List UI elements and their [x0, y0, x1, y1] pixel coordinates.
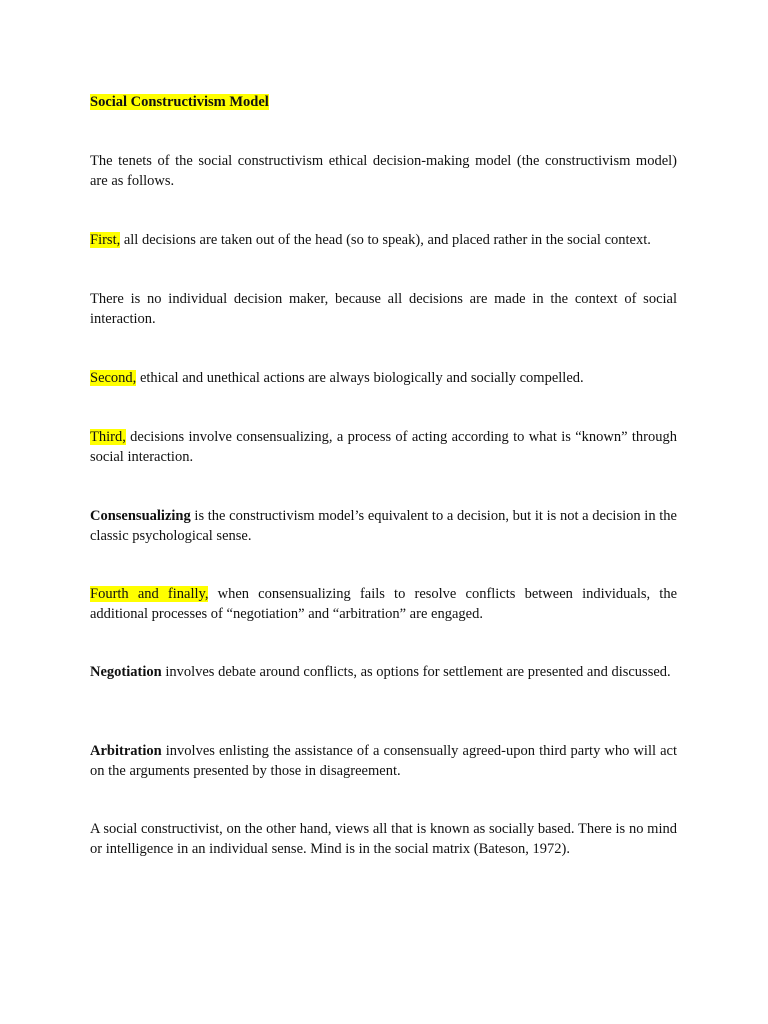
- third-text: decisions involve consensualizing, a process of acting according to what is “known” through social interaction.: [90, 429, 677, 465]
- arbitration-term: Arbitration: [90, 743, 162, 759]
- closing-paragraph: A social constructivist, on the other hand, views all that is known as socially based. There is no mind or intelligence in an individual sense. Mind is in the social matrix (Bateson, 1972).: [90, 821, 677, 857]
- intro-paragraph: The tenets of the social constructivism ethical decision-making model (the constructivism model) are as follows.: [90, 153, 677, 189]
- consensualizing-paragraph: [90, 507, 677, 546]
- consensualizing-term: Consensualizing: [90, 508, 191, 524]
- first-text: all decisions are taken out of the head (so to speak), and placed rather in the social context.: [120, 232, 651, 248]
- document-title: [90, 93, 677, 113]
- negotiation-text: involves debate around conflicts, as options for settlement are presented and discussed.: [161, 664, 671, 680]
- fourth-paragraph: [90, 585, 677, 624]
- no-individual-paragraph: There is no individual decision maker, because all decisions are made in the context of social interaction.: [90, 291, 677, 327]
- arbitration-text: involves enlisting the assistance of a consensually agreed-upon third party who will act on the arguments presented by those in disagreement.: [90, 743, 677, 779]
- fourth-text: when consensualizing fails to resolve conflicts between individuals, the additional processes of “negotiation” and “arbitration” are engaged.: [90, 586, 678, 622]
- second-paragraph: [90, 369, 677, 389]
- first-label: First,: [90, 232, 121, 248]
- negotiation-paragraph: [90, 663, 677, 683]
- consensualizing-text: is the constructivism model’s equivalent to a decision, but it is not a decision in the classic psychological sense.: [90, 508, 677, 544]
- second-text: ethical and unethical actions are always biologically and socially compelled.: [136, 370, 584, 386]
- third-label: Third,: [90, 429, 126, 445]
- fourth-label: Fourth and finally,: [90, 586, 209, 602]
- first-paragraph: [90, 231, 677, 251]
- second-label: Second,: [90, 370, 137, 386]
- third-paragraph: [90, 428, 677, 467]
- negotiation-term: Negotiation: [90, 664, 162, 680]
- arbitration-paragraph: [90, 742, 677, 781]
- title-highlight: Social Constructivism Model: [90, 94, 269, 110]
